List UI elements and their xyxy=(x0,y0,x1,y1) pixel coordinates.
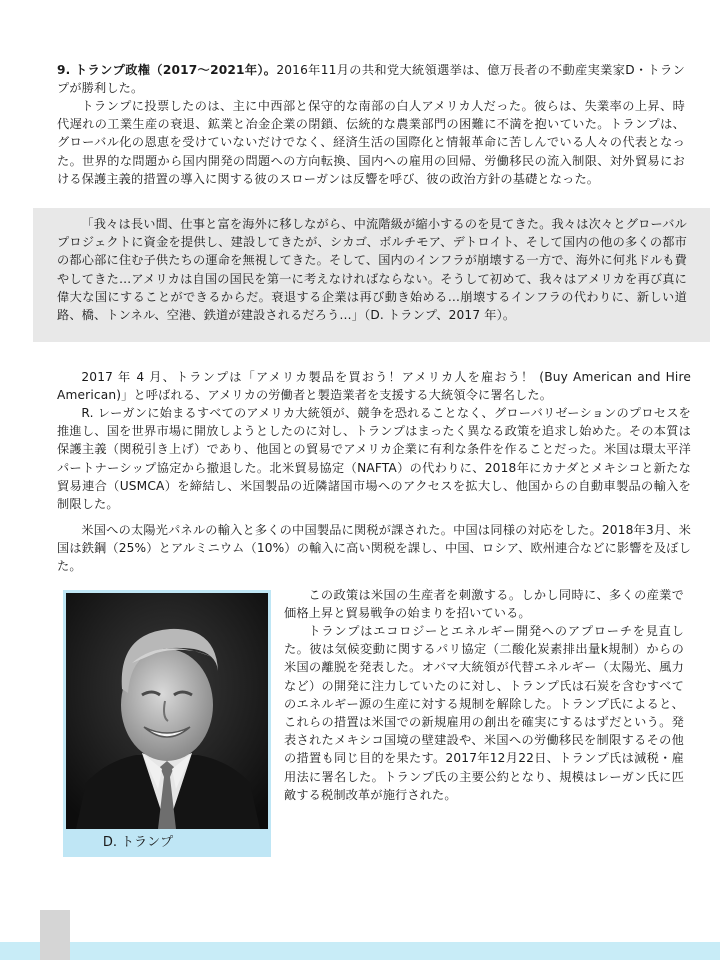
paragraph-energy-policy: トランプはエコロジーとエネルギー開発へのアプローチを見直した。彼は気候変動に関するパリ協定（二酸化炭素排出量k規制）からの米国の離脱を発表した。オバマ大統領が代替エネルギー（太陽光、風力など）の開発に注力していたのに対し、トランプ氏は石炭を含むすべてのエネルギー源の生産に対する規制を解除した。トランプ氏によると、これらの措置は米国での新規雇用の創出を確実にするはずだという。発表されたメキシコ国境の壁建設や、米国への労働移民を制限するその他の措置も同じ目的を果たす。2017年12月22日、トランプ氏は減税・雇用法に署名した。トランプ氏の主要公約となり、規模はレーガン氏に匹敵する税制改革が施行された。 xyxy=(284,624,684,802)
portrait-caption: D. トランプ xyxy=(102,835,174,850)
section-heading: 9. トランプ政権（2017〜2021年）。 xyxy=(57,63,277,77)
quote-text: 「我々は長い間、仕事と富を海外に移しながら、中流階級が縮小するのを見てきた。我々は次々とグローバルプロジェクトに資金を提供し、建設してきたが、シカゴ、ボルチモア、デトロイト、そして国内の他の多くの都市の都心部に住む子供たちの運命を無視してきた。そして、国内のインフラが崩壊する一方で、海外に何兆ドルも費やしてきた…アメリカは自国の国民を第一に考えなければならない。そうして初めて、我々はアメリカを再び真に偉大な国にすることができるからだ。衰退する企業は再び動き始める…崩壊するインフラの代わりに、新しい道路、橋、トンネル、空港、鉄道が建設されるだろう…」（D. トランプ、2017 年）。 xyxy=(57,217,687,323)
portrait-photo xyxy=(66,593,268,829)
portrait-illustration xyxy=(66,593,268,829)
paragraph-nafta: R. レーガンに始まるすべてのアメリカ大統領が、競争を恐れることなく、グローバリゼーションのプロセスを推進し、国を世界市場に開放しようとしたのに対し、トランプはまったく異なる政策を追求し始めた。その本質は保護主義（関税引き上げ）であり、他国との貿易でアメリカ企業に有利な条件を作ることだった。米国は環太平洋パートナーシップ協定から撤退した。北米貿易協定（NAFTA）の代わりに、2018年にカナダとメキシコと新たな貿易連合（USMCA）を締結し、米国製品の近隣諸国市場へのアクセスを拡大し、他国からの自動車製品の輸入を制限した。 xyxy=(57,406,691,512)
section-heading-rest: 2016年11月の共和党大統領選挙は、億万長者の不動産実業家D・トランプが勝利した。 xyxy=(57,63,685,96)
section-heading-paragraph xyxy=(57,61,685,97)
page-tab-marker xyxy=(40,910,70,960)
footer-band xyxy=(0,942,720,960)
intro-paragraph: トランプに投票したのは、主に中西部と保守的な南部の白人アメリカ人だった。彼らは、失業率の上昇、時代遅れの工業生産の衰退、鉱業と冶金企業の閉鎖、伝統的な農業部門の困難に不満を抱いていた。トランプは、グローバル化の恩恵を受けていないだけでなく、経済生活の国際化と情報革命に苦しんでいる人々の代表となった。世界的な問題から国内開発の問題への方向転換、国内への雇用の回帰、労働移民の流入制限、対外貿易における保護主義的措置の導入に関する彼のスローガンは反響を呼び、彼の政治方針の基礎となった。 xyxy=(57,99,685,186)
paragraph-trade-war: この政策は米国の生産者を刺激する。しかし同時に、多くの産業で価格上昇と貿易戦争の始まりを招いている。 xyxy=(284,588,684,621)
paragraph-april-2017: 2017 年 4 月、トランプは「アメリカ製品を買おう！アメリカ人を雇おう！ (Buy American and Hire American)」と呼ばれる、アメリカの労働者と製造業者を支援する大統領令に署名した。 xyxy=(57,370,691,403)
paragraph-tariffs: 米国への太陽光パネルの輸入と多くの中国製品に関税が課された。中国は同様の対応をした。2018年3月、米国は鉄鋼（25%）とアルミニウム（10%）の輸入に高い関税を課し、中国、ロシア、欧州連合などに影響を及ぼした。 xyxy=(57,523,691,574)
portrait-figure xyxy=(63,590,271,857)
